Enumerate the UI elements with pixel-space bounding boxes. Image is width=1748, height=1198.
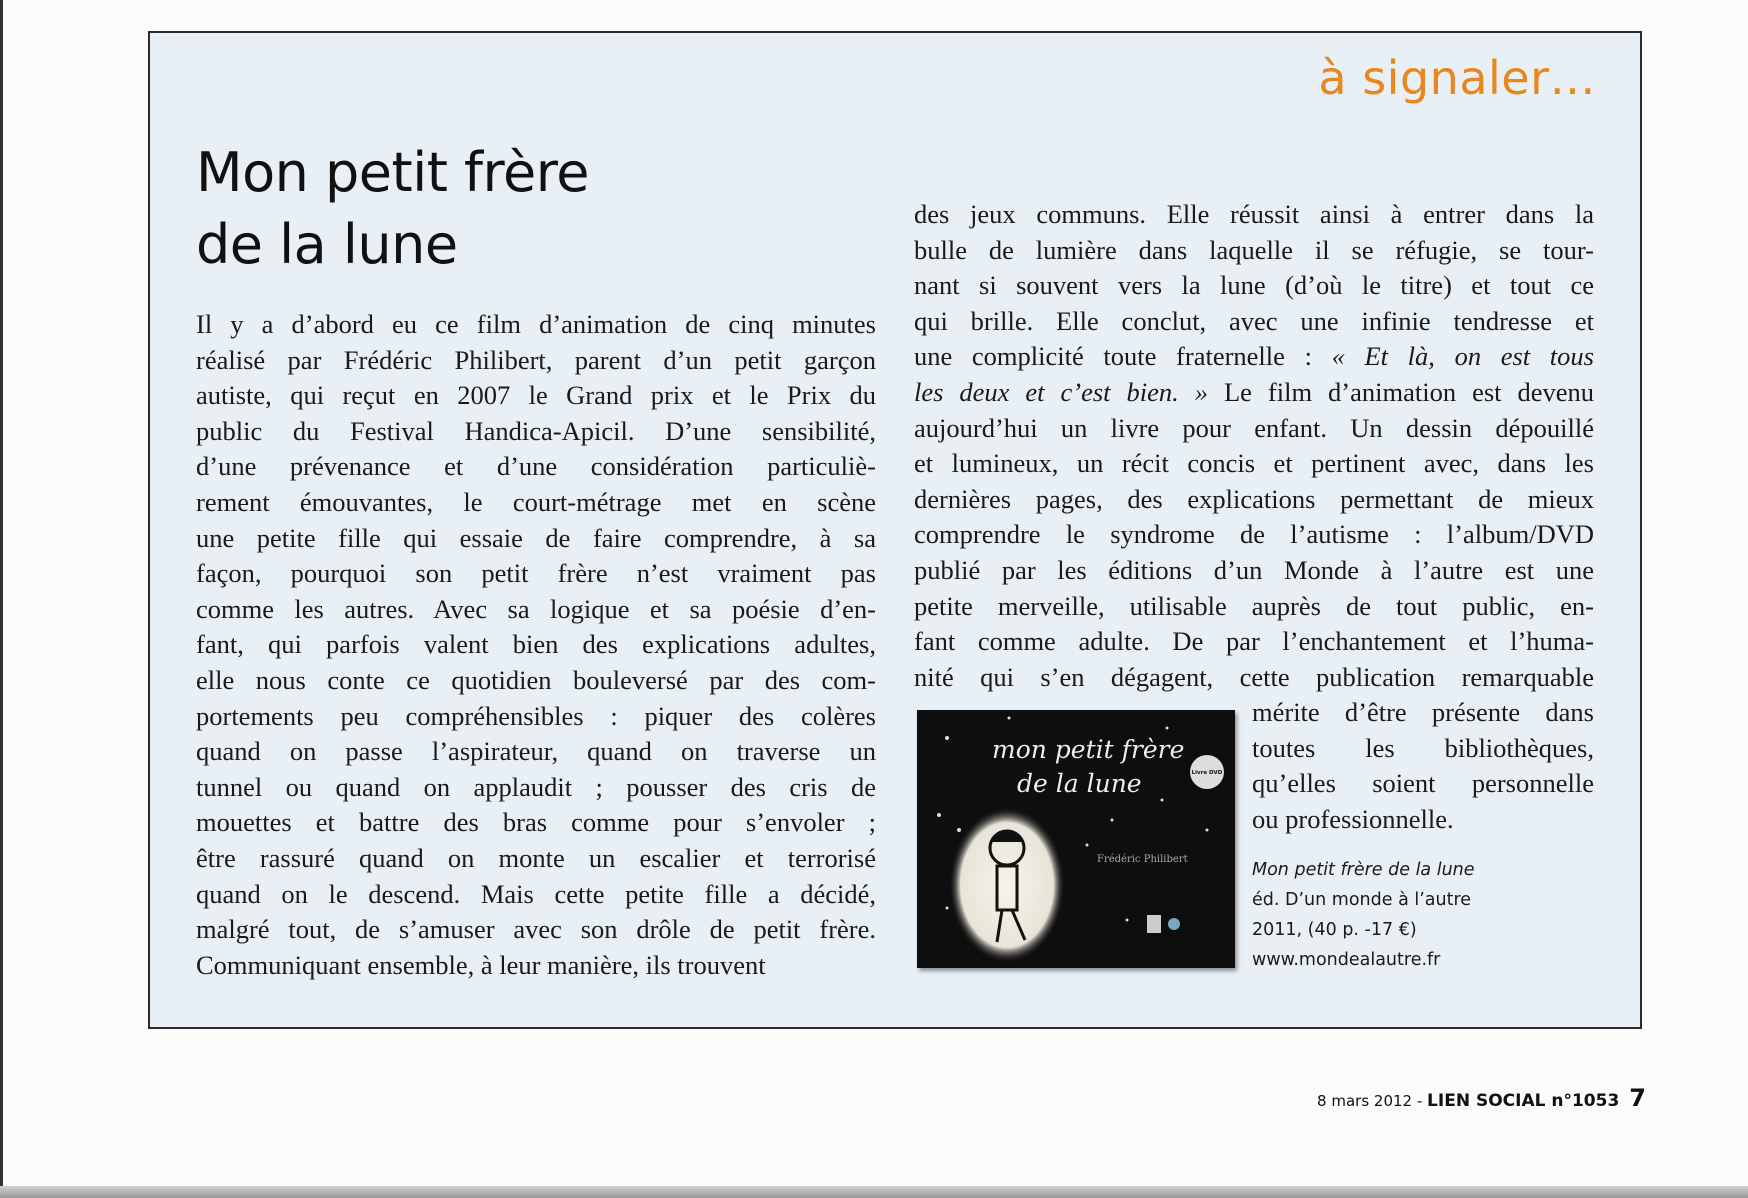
body-text: fant comme adulte. De par l’enchantement et l’huma- [914, 626, 1594, 657]
body-text: quand on le descend. Mais cette petite fille a décidé, [196, 878, 876, 909]
body-text: mérite d’être présente dans [1252, 697, 1594, 727]
text-line [196, 521, 876, 557]
text-line [196, 592, 876, 628]
text-line [914, 624, 1594, 660]
text-line [196, 343, 876, 379]
body-text: fant, qui parfois valent bien des explications adultes, [196, 629, 876, 660]
text-line [196, 414, 876, 450]
text-line [1252, 731, 1594, 767]
text-line [914, 446, 1594, 482]
page-footer [1317, 1084, 1646, 1112]
body-text: nité qui s’en dégagent, cette publication remarquable [914, 661, 1594, 692]
body-text: bulle de lumière dans laquelle il se réfugie, se tour- [914, 234, 1594, 265]
body-text: public du Festival Handica-Apicil. D’une sensibilité, [196, 415, 876, 446]
body-text: et lumineux, un récit concis et pertinent avec, dans les [914, 448, 1594, 479]
quote-text: les deux et c’est bien. » [914, 376, 1208, 407]
text-line [196, 307, 876, 343]
text-line [914, 660, 1594, 696]
caption-website-link[interactable]: www.mondealautre.fr [1252, 950, 1441, 970]
body-text: ou professionnelle. [1252, 803, 1454, 834]
body-text: Il y a d’abord eu ce film d’animation de cinq minutes [196, 309, 876, 339]
text-line [196, 627, 876, 663]
right-column [914, 197, 1594, 695]
text-line [196, 378, 876, 414]
text-line [196, 948, 876, 984]
book-cover-image [917, 710, 1235, 968]
cover-title-2: de la lune [1017, 769, 1142, 798]
text-line [196, 770, 876, 806]
body-text: toutes les bibliothèques, [1252, 732, 1594, 763]
article-title-line: de la lune [196, 213, 458, 276]
section-label: à signaler… [1318, 51, 1596, 105]
article-box [148, 31, 1642, 1029]
page-edge-left [0, 0, 3, 1198]
text-line [196, 699, 876, 735]
text-line [196, 734, 876, 770]
article-title-line: Mon petit frère [196, 141, 590, 204]
text-line [914, 233, 1594, 269]
text-line [914, 268, 1594, 304]
body-text: rement émouvantes, le court-métrage met en scène [196, 486, 876, 517]
body-text: portements peu compréhensibles : piquer des colères [196, 700, 876, 731]
text-line [914, 375, 1594, 411]
body-text: une petite fille qui essaie de faire comprendre, à sa [196, 522, 876, 553]
text-line [914, 339, 1594, 375]
body-text: Communiquant ensemble, à leur manière, ils trouvent [196, 949, 766, 980]
page-edge-bottom [0, 1186, 1748, 1198]
body-text: autiste, qui reçut en 2007 le Grand prix et le Prix du [196, 380, 876, 411]
body-text: mouettes et battre des bras comme pour s’envoler ; [196, 807, 876, 838]
body-text: des jeux communs. Elle réussit ainsi à entrer dans la [914, 199, 1594, 229]
text-line [914, 482, 1594, 518]
author-name: Frédéric Philibert [1097, 854, 1188, 865]
publisher-logo-round [1168, 918, 1180, 930]
body-text: petite merveille, utilisable auprès de tout public, en- [914, 590, 1594, 621]
body-text: être rassuré quand on monte un escalier et terrorisé [196, 842, 876, 873]
body-text: malgré tout, de s’amuser avec son drôle de petit frère. [196, 914, 876, 945]
text-line [914, 517, 1594, 553]
body-text: réalisé par Frédéric Philibert, parent d’un petit garçon [196, 344, 876, 375]
body-text: comprendre le syndrome de l’autisme : l’album/DVD [914, 519, 1594, 550]
body-text: publié par les éditions d’un Monde à l’autre est une [914, 554, 1594, 585]
text-line [196, 805, 876, 841]
cover-title-1: mon petit frère [992, 735, 1185, 764]
text-line [914, 411, 1594, 447]
text-line [196, 449, 876, 485]
body-text: elle nous conte ce quotidien bouleversé par des com- [196, 664, 876, 695]
body-text: une complicité toute fraternelle : [914, 341, 1332, 372]
dvd-badge-label: Livre DVD [1191, 770, 1223, 776]
left-column [196, 307, 876, 983]
body-text: d’une prévenance et d’une considération particuliè- [196, 451, 876, 482]
text-line [1252, 695, 1594, 731]
text-line [1252, 766, 1594, 802]
caption-details: 2011, (40 p. -17 €) [1252, 920, 1417, 940]
text-line [196, 556, 876, 592]
right-column-continued [1252, 695, 1594, 837]
body-text: nant si souvent vers la lune (d’où le titre) et tout ce [914, 270, 1594, 301]
text-line [196, 485, 876, 521]
body-text: quand on passe l’aspirateur, quand on traverse un [196, 736, 876, 767]
body-text: tunnel ou quand on applaudit ; pousser des cris de [196, 771, 876, 802]
publisher-logo [1147, 915, 1161, 933]
quote-text: « Et là, on est tous [1331, 341, 1594, 372]
body-text: aujourd’hui un livre pour enfant. Un dessin dépouillé [914, 412, 1594, 443]
text-line [196, 912, 876, 948]
body-text: comme les autres. Avec sa logique et sa poésie d’en- [196, 593, 876, 624]
text-line [914, 197, 1594, 233]
text-line [196, 841, 876, 877]
text-line [914, 553, 1594, 589]
text-line [1252, 802, 1594, 838]
page-number: 7 [1629, 1084, 1646, 1112]
text-line [196, 877, 876, 913]
footer-publication: LIEN SOCIAL n°1053 [1427, 1091, 1620, 1111]
footer-date: 8 mars 2012 - [1317, 1092, 1428, 1110]
text-line [196, 663, 876, 699]
body-text: qui brille. Elle conclut, avec une infinie tendresse et [914, 305, 1594, 336]
text-line [914, 589, 1594, 625]
book-caption [1252, 855, 1475, 975]
article-title [196, 137, 589, 281]
body-text: qu’elles soient personnelle [1252, 768, 1594, 799]
caption-book-title: Mon petit frère de la lune [1252, 860, 1475, 880]
caption-publisher: éd. D’un monde à l’autre [1252, 890, 1472, 910]
body-text: dernières pages, des explications permettant de mieux [914, 483, 1594, 514]
body-text: façon, pourquoi son petit frère n’est vraiment pas [196, 558, 876, 589]
text-line [914, 304, 1594, 340]
body-text: Le film d’animation est devenu [1208, 376, 1595, 407]
